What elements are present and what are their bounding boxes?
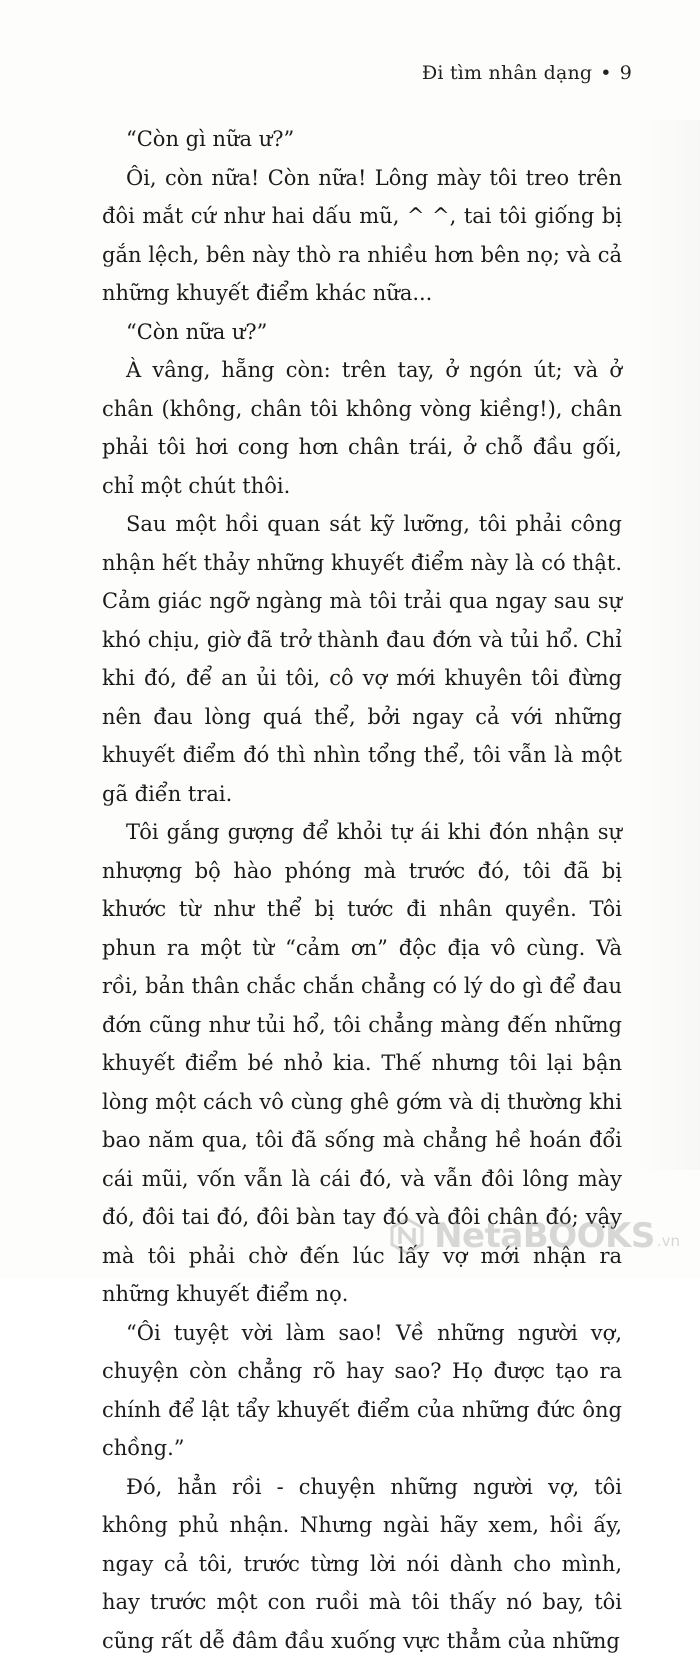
paragraph: “Còn gì nữa ư?” [102,120,622,159]
body-text [102,120,622,1660]
paragraph: “Còn nữa ư?” [102,313,622,352]
watermark-tld: .vn [657,1232,680,1250]
page-number: 9 [620,62,632,84]
header-separator: • [600,62,611,84]
paragraph: “Ôi tuyệt vời làm sao! Về những người vợ, chuyện còn chẳng rõ hay sao? Họ được tạo ra chính để lật tẩy khuyết điểm của những đức ông chồng.” [102,1314,622,1468]
paragraph: Tôi gắng gượng để khỏi tự ái khi đón nhận sự nhượng bộ hào phóng mà trước đó, tôi đã bị khước từ như thể bị tước đi nhân quyền. Tôi phun ra một từ “cảm ơn” độc địa vô cùng. Và rồi, bản thân chắc chắn chẳng có lý do gì để đau đớn cũng như tủi hổ, tôi chẳng màng đến những khuyết điểm bé nhỏ kia. Thế nhưng tôi lại bận lòng một cách vô cùng ghê gớm và dị thường khi bao năm qua, tôi đã sống mà chẳng hề hoán đổi cái mũi, vốn vẫn là cái đó, và vẫn đôi lông mày đó, đôi tai đó, đôi bàn tay đó và đôi chân đó; vậy mà tôi phải chờ đến lúc lấy vợ mới nhận ra những khuyết điểm nọ. [102,813,622,1314]
paragraph: Sau một hồi quan sát kỹ lưỡng, tôi phải công nhận hết thảy những khuyết điểm này là có thật. Cảm giác ngỡ ngàng mà tôi trải qua ngay sau sự khó chịu, giờ đã trở thành đau đớn và tủi hổ. Chỉ khi đó, để an ủi tôi, cô vợ mới khuyên tôi đừng nên đau lòng quá thể, bởi ngay cả với những khuyết điểm đó thì nhìn tổng thể, tôi vẫn là một gã điển trai. [102,505,622,813]
netabooks-logo-icon [388,1217,426,1255]
running-header [422,62,632,84]
chapter-title: Đi tìm nhân dạng [422,62,592,84]
paragraph: Đó, hẳn rồi - chuyện những người vợ, tôi không phủ nhận. Nhưng ngài hãy xem, hồi ấy, ngay cả tôi, trước từng lời nói dành cho mình, hay trước một con ruồi mà tôi thấy nó bay, tôi cũng rất dễ đâm đầu xuống vực thẳm của những [102,1468,622,1660]
paragraph: Ôi, còn nữa! Còn nữa! Lông mày tôi treo trên đôi mắt cứ như hai dấu mũ, ^ ^, tai tôi giống bị gắn lệch, bên này thò ra nhiều hơn bên nọ; và cả những khuyết điểm khác nữa... [102,159,622,313]
page-edge-shadow [634,120,700,1170]
watermark [388,1216,680,1256]
watermark-brand: NetaBOOKS [434,1216,655,1256]
paragraph: À vâng, hẵng còn: trên tay, ở ngón út; và ở chân (không, chân tôi không vòng kiềng!), chân phải tôi hơi cong hơn chân trái, ở chỗ đầu gối, chỉ một chút thôi. [102,351,622,505]
